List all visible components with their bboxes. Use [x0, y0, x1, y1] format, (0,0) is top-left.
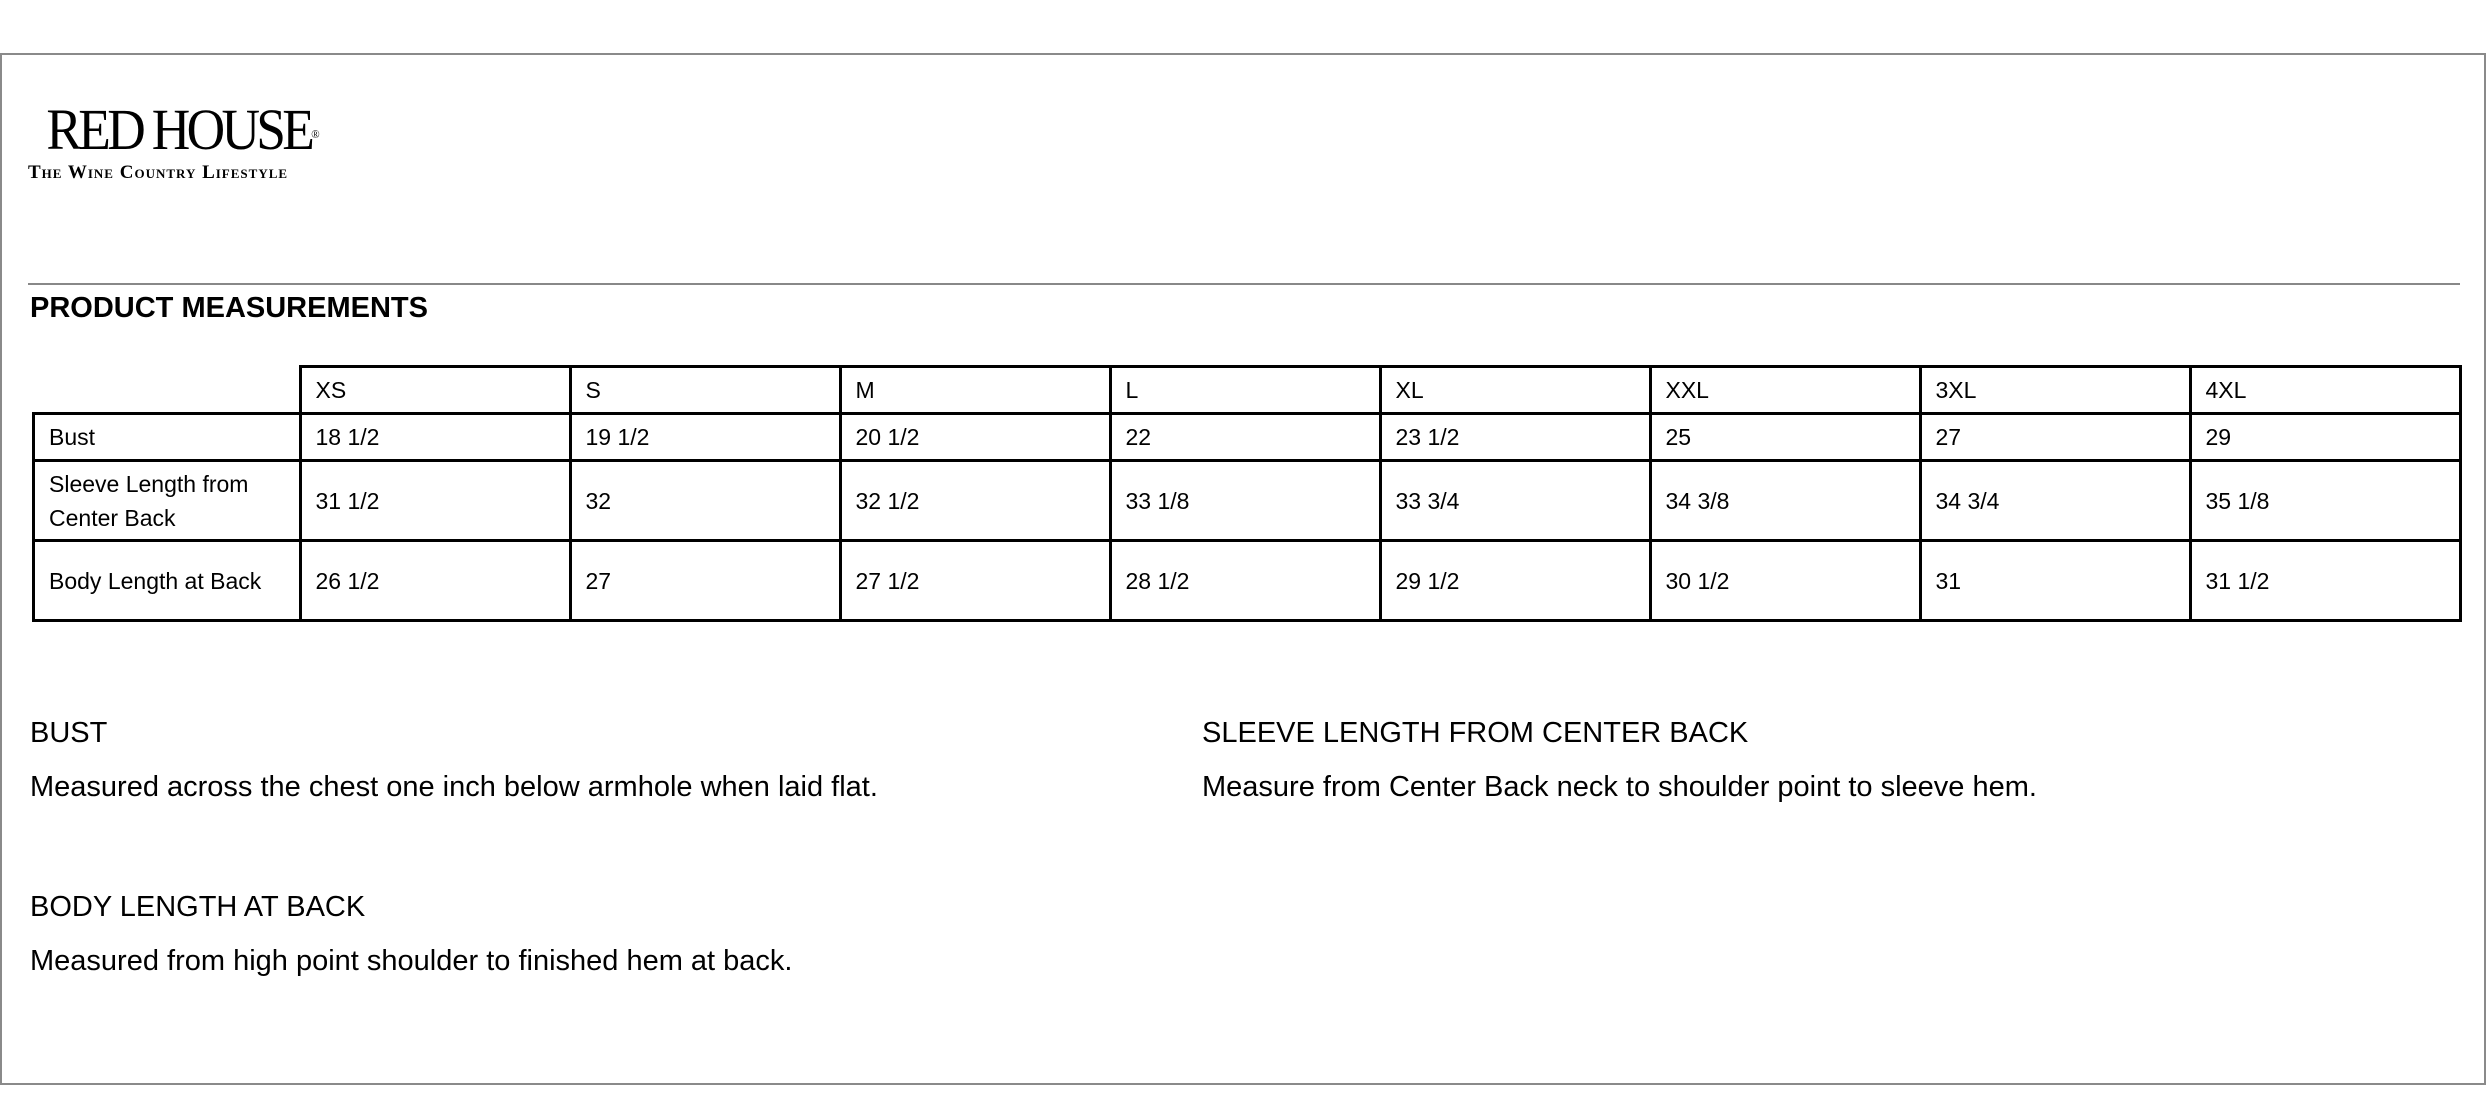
table-header-row — [34, 367, 2461, 414]
table-cell: 25 — [1650, 414, 1920, 461]
section-title: PRODUCT MEASUREMENTS — [30, 292, 428, 324]
table-cell: 34 3/8 — [1650, 461, 1920, 541]
row-label: Bust — [34, 414, 301, 461]
header-divider — [28, 283, 2460, 285]
table-cell: 28 1/2 — [1110, 541, 1380, 621]
table-cell: 20 1/2 — [840, 414, 1110, 461]
table-row — [34, 461, 2461, 541]
brand-tagline: The Wine Country Lifestyle — [28, 162, 289, 183]
size-header: XL — [1380, 367, 1650, 414]
table-cell: 29 1/2 — [1380, 541, 1650, 621]
table-row — [34, 541, 2461, 621]
table-cell: 22 — [1110, 414, 1380, 461]
table-cell: 19 1/2 — [570, 414, 840, 461]
measurements-table — [32, 365, 2462, 622]
table-cell: 27 1/2 — [840, 541, 1110, 621]
size-header: 4XL — [2190, 367, 2460, 414]
definition-body: Measured from high point shoulder to finished hem at back. — [30, 945, 793, 977]
table-cell: 27 — [570, 541, 840, 621]
table-row — [34, 414, 2461, 461]
size-header: M — [840, 367, 1110, 414]
table-cell: 31 1/2 — [300, 461, 570, 541]
table-cell: 23 1/2 — [1380, 414, 1650, 461]
table-cell: 35 1/8 — [2190, 461, 2460, 541]
size-header: XXL — [1650, 367, 1920, 414]
size-header: S — [570, 367, 840, 414]
definition-title: SLEEVE LENGTH FROM CENTER BACK — [1202, 717, 1749, 749]
brand-name: RED HOUSE® — [46, 97, 320, 162]
table-cell: 33 1/8 — [1110, 461, 1380, 541]
definition-body: Measure from Center Back neck to shoulder point to sleeve hem. — [1202, 771, 2037, 803]
definition-title: BODY LENGTH AT BACK — [30, 891, 366, 923]
definition-body-length — [30, 890, 792, 978]
brand-logo — [28, 97, 345, 184]
table-cell: 33 3/4 — [1380, 461, 1650, 541]
table-corner — [34, 367, 301, 414]
size-header: XS — [300, 367, 570, 414]
table-cell: 30 1/2 — [1650, 541, 1920, 621]
row-label: Body Length at Back — [34, 541, 301, 621]
table-cell: 31 — [1920, 541, 2190, 621]
table-cell: 32 1/2 — [840, 461, 1110, 541]
row-label: Sleeve Length from Center Back — [34, 461, 301, 541]
table-cell: 27 — [1920, 414, 2190, 461]
definition-body: Measured across the chest one inch below armhole when laid flat. — [30, 771, 878, 803]
size-header: L — [1110, 367, 1380, 414]
definition-sleeve-length — [1202, 716, 2037, 804]
table-cell: 26 1/2 — [300, 541, 570, 621]
table-cell: 18 1/2 — [300, 414, 570, 461]
definition-title: BUST — [30, 717, 108, 749]
table-cell: 34 3/4 — [1920, 461, 2190, 541]
table-cell: 31 1/2 — [2190, 541, 2460, 621]
definition-bust — [30, 716, 878, 804]
table-cell: 29 — [2190, 414, 2460, 461]
size-header: 3XL — [1920, 367, 2190, 414]
table-cell: 32 — [570, 461, 840, 541]
